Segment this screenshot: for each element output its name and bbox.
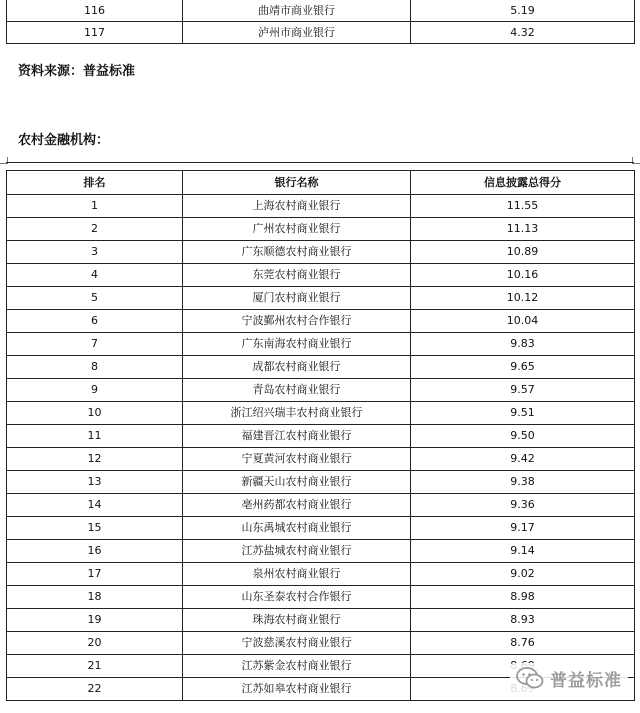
source-note: 资料来源：普益标准 <box>18 64 136 79</box>
rank-cell: 1 <box>7 195 183 218</box>
bank-name-cell: 曲靖市商业银行 <box>183 0 411 22</box>
bank-name-cell: 青岛农村商业银行 <box>183 379 411 402</box>
table-row <box>7 287 635 310</box>
rank-cell: 6 <box>7 310 183 333</box>
rank-cell: 3 <box>7 241 183 264</box>
rank-cell: 9 <box>7 379 183 402</box>
table-header-row <box>7 171 635 195</box>
wechat-icon <box>516 667 544 689</box>
table-row <box>7 241 635 264</box>
bank-name-cell: 泸州市商业银行 <box>183 22 411 44</box>
score-cell: 9.51 <box>411 402 635 425</box>
table-row <box>7 632 635 655</box>
rank-cell: 8 <box>7 356 183 379</box>
table-row <box>7 356 635 379</box>
bank-name-cell: 江苏盐城农村商业银行 <box>183 540 411 563</box>
rank-cell: 10 <box>7 402 183 425</box>
score-cell: 5.19 <box>411 0 635 22</box>
bank-name-cell: 珠海农村商业银行 <box>183 609 411 632</box>
bank-name-cell: 东莞农村商业银行 <box>183 264 411 287</box>
header-bank-name: 银行名称 <box>183 171 411 195</box>
rank-cell: 21 <box>7 655 183 678</box>
rank-cell: 14 <box>7 494 183 517</box>
score-cell: 10.04 <box>411 310 635 333</box>
table-row <box>7 563 635 586</box>
rank-cell: 16 <box>7 540 183 563</box>
table-row <box>7 494 635 517</box>
rank-cell: 19 <box>7 609 183 632</box>
table-row <box>7 310 635 333</box>
bank-name-cell: 泉州农村商业银行 <box>183 563 411 586</box>
bank-name-cell: 广东顺德农村商业银行 <box>183 241 411 264</box>
score-cell: 11.13 <box>411 218 635 241</box>
header-rank: 排名 <box>7 171 183 195</box>
bank-name-cell: 福建晋江农村商业银行 <box>183 425 411 448</box>
rank-cell: 5 <box>7 287 183 310</box>
previous-ranking-table <box>6 0 635 44</box>
rank-cell: 13 <box>7 471 183 494</box>
table-row <box>7 218 635 241</box>
watermark-text: 普益标准 <box>550 670 622 691</box>
score-cell: 10.12 <box>411 287 635 310</box>
bank-name-cell: 新疆天山农村商业银行 <box>183 471 411 494</box>
bank-name-cell: 宁夏黄河农村商业银行 <box>183 448 411 471</box>
bank-name-cell: 宁波鄞州农村合作银行 <box>183 310 411 333</box>
table-row <box>7 586 635 609</box>
table-row <box>7 264 635 287</box>
score-cell: 10.16 <box>411 264 635 287</box>
score-cell: 9.83 <box>411 333 635 356</box>
score-cell: 9.57 <box>411 379 635 402</box>
rank-cell: 11 <box>7 425 183 448</box>
rank-cell: 20 <box>7 632 183 655</box>
score-cell: 9.50 <box>411 425 635 448</box>
rank-cell: 15 <box>7 517 183 540</box>
score-cell: 4.32 <box>411 22 635 44</box>
table-row <box>7 0 635 22</box>
table-row <box>7 609 635 632</box>
bank-name-cell: 江苏紫金农村商业银行 <box>183 655 411 678</box>
score-cell: 9.36 <box>411 494 635 517</box>
rural-bank-ranking-table <box>6 170 635 701</box>
bank-name-cell: 宁波慈溪农村商业银行 <box>183 632 411 655</box>
table-row <box>7 379 635 402</box>
table-row <box>7 333 635 356</box>
score-cell: 8.93 <box>411 609 635 632</box>
table-row <box>7 540 635 563</box>
section-heading: 农村金融机构： <box>18 133 110 148</box>
rank-cell: 2 <box>7 218 183 241</box>
section-divider <box>6 162 634 163</box>
bank-name-cell: 山东禹城农村商业银行 <box>183 517 411 540</box>
bank-name-cell: 广州农村商业银行 <box>183 218 411 241</box>
score-cell: 9.65 <box>411 356 635 379</box>
table-row <box>7 448 635 471</box>
score-cell: 9.02 <box>411 563 635 586</box>
rank-cell: 12 <box>7 448 183 471</box>
table-row <box>7 517 635 540</box>
bank-name-cell: 广东南海农村商业银行 <box>183 333 411 356</box>
bank-name-cell: 浙江绍兴瑞丰农村商业银行 <box>183 402 411 425</box>
rank-cell: 22 <box>7 678 183 701</box>
score-cell: 10.89 <box>411 241 635 264</box>
bank-name-cell: 亳州药都农村商业银行 <box>183 494 411 517</box>
watermark <box>510 663 628 693</box>
bank-name-cell: 上海农村商业银行 <box>183 195 411 218</box>
header-score: 信息披露总得分 <box>411 171 635 195</box>
score-cell: 8.98 <box>411 586 635 609</box>
score-cell: 9.38 <box>411 471 635 494</box>
score-cell: 8.76 <box>411 632 635 655</box>
bank-name-cell: 江苏如皋农村商业银行 <box>183 678 411 701</box>
rank-cell: 7 <box>7 333 183 356</box>
score-cell: 9.14 <box>411 540 635 563</box>
bank-name-cell: 山东圣泰农村合作银行 <box>183 586 411 609</box>
table-row <box>7 402 635 425</box>
table-row <box>7 195 635 218</box>
rank-cell: 17 <box>7 563 183 586</box>
score-cell: 11.55 <box>411 195 635 218</box>
score-cell: 9.17 <box>411 517 635 540</box>
rank-cell: 4 <box>7 264 183 287</box>
rank-cell: 116 <box>7 0 183 22</box>
score-cell: 9.42 <box>411 448 635 471</box>
table-row <box>7 22 635 44</box>
table-row <box>7 425 635 448</box>
rank-cell: 117 <box>7 22 183 44</box>
bank-name-cell: 厦门农村商业银行 <box>183 287 411 310</box>
bank-name-cell: 成都农村商业银行 <box>183 356 411 379</box>
table-row <box>7 471 635 494</box>
rank-cell: 18 <box>7 586 183 609</box>
